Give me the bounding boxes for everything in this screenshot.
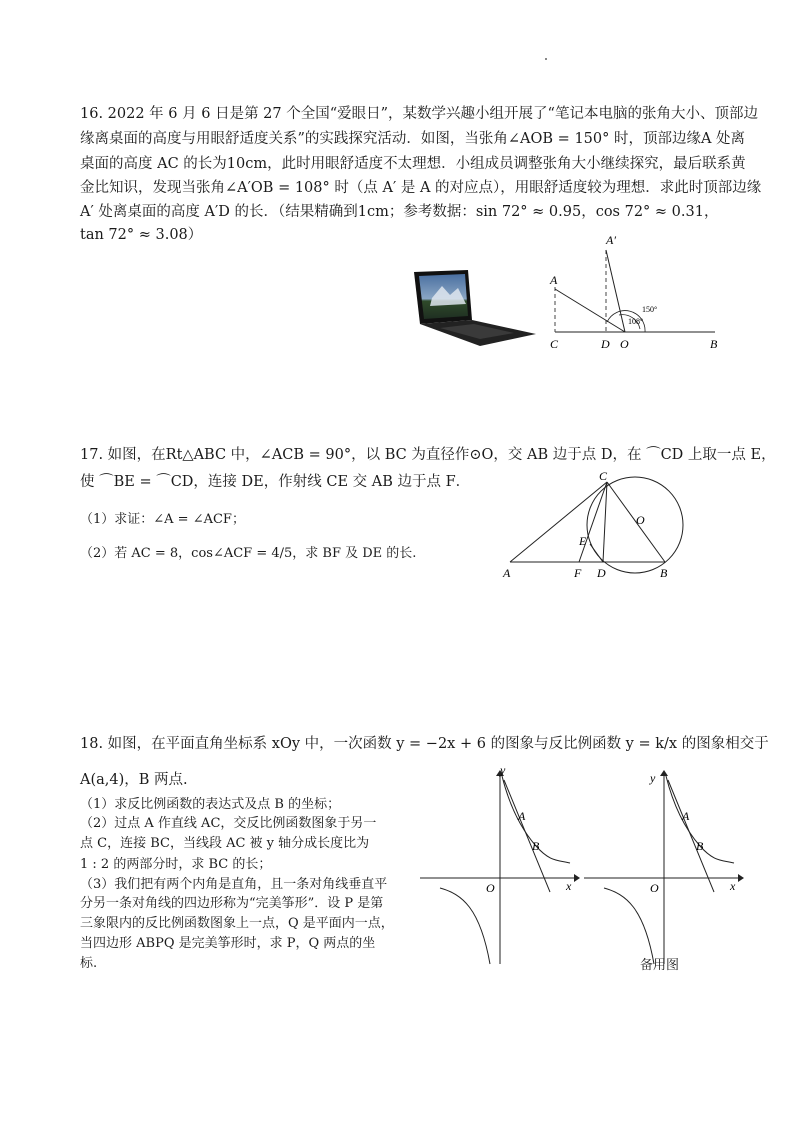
label-A: A xyxy=(550,273,558,287)
q18-part-2a: （2）过点 A 作直线 AC，交反比例函数图象于另一 xyxy=(80,816,377,831)
q18-part-3d: 当四边形 ABPQ 是完美筝形时，求 P，Q 两点的坐 xyxy=(80,936,376,951)
scan-speck xyxy=(545,58,547,60)
q18-part-2c: 1 : 2 的两部分时，求 BC 的长； xyxy=(80,857,272,872)
label-B: B xyxy=(710,337,718,351)
q16-line-3: 桌面的高度 AC 的长为10cm，此时用眼舒适度不太理想．小组成员调整张角大小继续探究，最后联系黄 xyxy=(80,156,746,172)
label-A: A xyxy=(503,566,511,580)
label-x: x xyxy=(566,879,572,893)
label-C: C xyxy=(550,337,559,351)
label-B-spare: B xyxy=(696,839,704,853)
label-B: B xyxy=(532,839,540,853)
q18-part-3a: （3）我们把有两个内角是直角，且一条对角线垂直平 xyxy=(80,877,388,892)
label-y: y xyxy=(500,768,506,777)
angle-108-label: 108° xyxy=(628,317,644,326)
q17-part-2: （2）若 AC = 8，cos∠ACF = 4/5，求 BF 及 DE 的长. xyxy=(80,546,417,561)
q18-line-1: 18. 如图，在平面直角坐标系 xOy 中，一次函数 y = −2x + 6 的图象与反比例函数 y = k/x 的图象相交于 xyxy=(80,736,769,752)
q18-part-1: （1）求反比例函数的表达式及点 B 的坐标； xyxy=(80,797,341,812)
label-O: O xyxy=(636,513,645,527)
q16-line-2: 缘离桌面的高度与用眼舒适度关系”的实践探究活动．如图，当张角∠AOB = 150° 时，顶部边缘A 处离 xyxy=(80,131,746,147)
q18-graph-main xyxy=(418,768,580,968)
q18-part-3c: 三象限内的反比例函数图象上一点，Q 是平面内一点， xyxy=(80,916,394,931)
q17-line-1: 17. 如图，在Rt△ABC 中，∠ACB = 90°，以 BC 为直径作⊙O，交 AB 边于点 D，在 ⌒CD 上取一点 E， xyxy=(80,447,776,463)
laptop-image xyxy=(410,268,538,348)
label-C: C xyxy=(599,470,608,483)
q16-figure xyxy=(540,232,730,352)
q18-line-2: A(a,4)，B 两点. xyxy=(80,772,188,788)
q16-line-4: 金比知识，发现当张角∠A′OB = 108° 时（点 A′ 是 A 的对应点），用眼舒适度较为理想．求此时顶部边缘 xyxy=(80,180,762,196)
spare-figure-caption: 备用图 xyxy=(640,958,680,973)
label-B: B xyxy=(660,566,668,580)
label-E: E xyxy=(579,534,587,548)
q18-part-3b: 分另一条对角线的四边形称为“完美筝形”．设 P 是第 xyxy=(80,896,384,911)
label-A-spare: A xyxy=(682,809,690,823)
angle-150-label: 150° xyxy=(642,305,658,314)
q18-graph-spare xyxy=(582,768,744,968)
label-D: D xyxy=(597,566,606,580)
q18-part-3e: 标. xyxy=(80,956,98,971)
label-A: A xyxy=(518,809,526,823)
q17-part-1: （1）求证：∠A = ∠ACF； xyxy=(80,512,245,527)
label-y-spare: y xyxy=(650,771,656,785)
label-D: D xyxy=(601,337,610,351)
label-F: F xyxy=(574,566,582,580)
q16-line-5: A′ 处离桌面的高度 A′D 的长．（结果精确到1cm；参考数据：sin 72° ≈ 0.95，cos 72° ≈ 0.31， xyxy=(80,204,719,220)
q17-line-2: 使 ⌒BE = ⌒CD，连接 DE，作射线 CE 交 AB 边于点 F． xyxy=(80,474,471,490)
label-x-spare: x xyxy=(730,879,736,893)
label-O: O xyxy=(620,337,629,351)
label-O-spare: O xyxy=(650,881,659,895)
q17-figure xyxy=(495,470,695,585)
label-A-prime: A′ xyxy=(606,233,616,247)
q18-part-2b: 点 C，连接 BC，当线段 AC 被 y 轴分成长度比为 xyxy=(80,836,370,851)
label-O: O xyxy=(486,881,495,895)
q16-line-6: tan 72° ≈ 3.08） xyxy=(80,227,203,243)
q16-line-1: 16. 2022 年 6 月 6 日是第 27 个全国“爱眼日”，某数学兴趣小组开展了“笔记本电脑的张角大小、顶部边 xyxy=(80,106,758,122)
